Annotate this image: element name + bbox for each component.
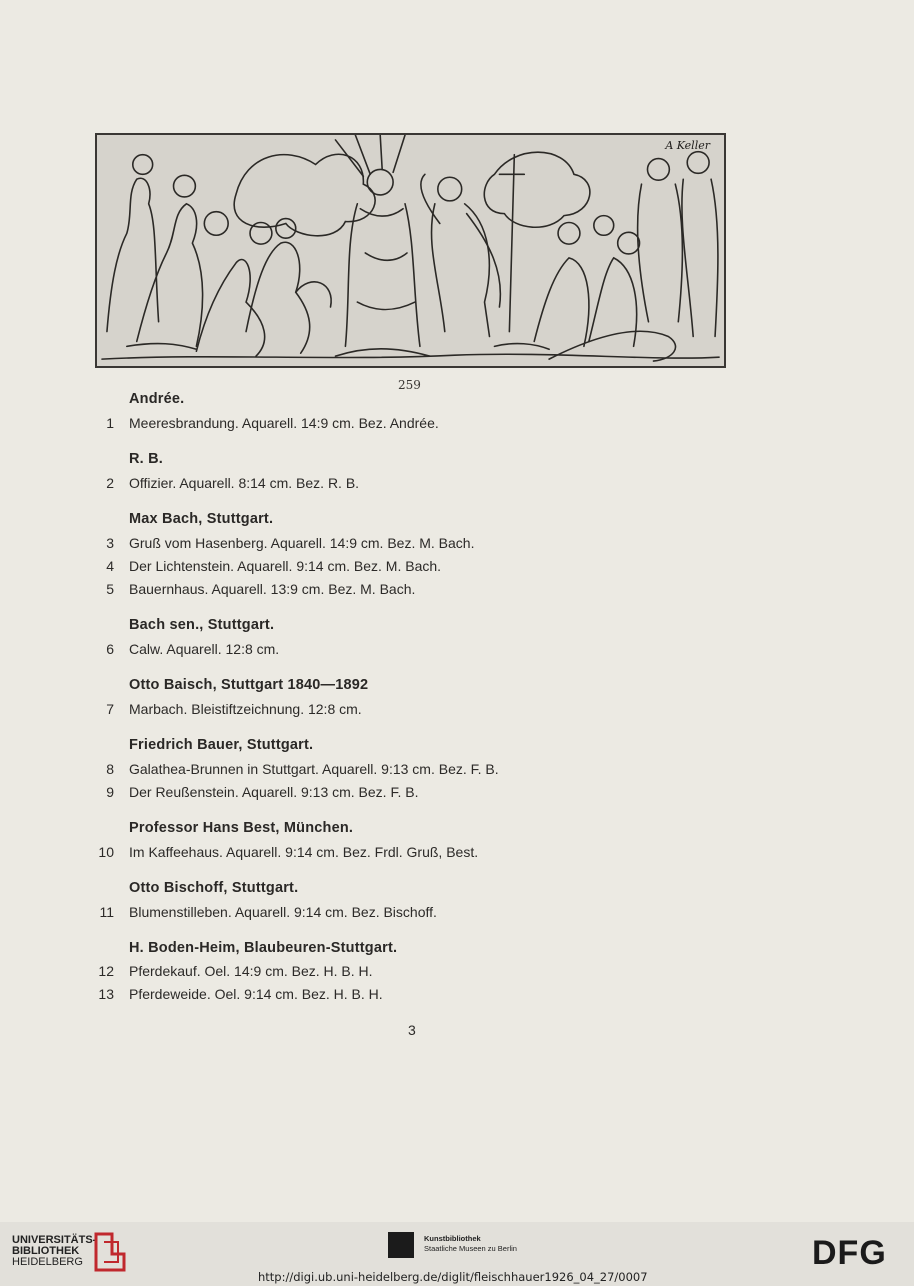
lot-number: 1: [106, 415, 114, 431]
lot-number: 10: [98, 844, 114, 860]
catalog-row: [0, 535, 914, 555]
lot-description: Pferdeweide. Oel. 9:14 cm. Bez. H. B. H.: [129, 986, 383, 1002]
kb-title: Kunstbibliothek: [424, 1234, 481, 1243]
artist-heading: Bach sen., Stuttgart.: [129, 617, 275, 633]
lot-description: Der Lichtenstein. Aquarell. 9:14 cm. Bez. M. Bach.: [129, 558, 442, 574]
ub-logo-line: UNIVERSITÄTS-: [12, 1234, 97, 1246]
page-number: 3: [408, 1022, 416, 1038]
lot-description: Offizier. Aquarell. 8:14 cm. Bez. R. B.: [129, 475, 360, 491]
catalog-row: [0, 701, 914, 721]
catalog-row: [0, 558, 914, 578]
lot-number: 6: [106, 641, 114, 657]
artist-heading: Professor Hans Best, München.: [129, 820, 354, 836]
lot-description: Im Kaffeehaus. Aquarell. 9:14 cm. Bez. Frdl. Gruß, Best.: [129, 844, 479, 860]
lot-number: 2: [106, 475, 114, 491]
artist-heading: R. B.: [129, 451, 164, 467]
dfg-logo[interactable]: DFG: [812, 1234, 887, 1272]
lot-description: Bauernhaus. Aquarell. 13:9 cm. Bez. M. Bach.: [129, 581, 416, 597]
lot-number: 7: [106, 701, 114, 717]
lot-description: Pferdekauf. Oel. 14:9 cm. Bez. H. B. H.: [129, 963, 373, 979]
footer-bar: [0, 1222, 914, 1286]
catalog-row: [0, 963, 914, 983]
lot-description: Calw. Aquarell. 12:8 cm.: [129, 641, 280, 657]
catalog-row: [0, 986, 914, 1006]
lot-description: Gruß vom Hasenberg. Aquarell. 14:9 cm. Bez. M. Bach.: [129, 535, 475, 551]
artist-heading: Otto Baisch, Stuttgart 1840—1892: [129, 677, 369, 693]
artist-heading: Max Bach, Stuttgart.: [129, 511, 274, 527]
artist-heading: Andrée.: [129, 391, 185, 407]
ub-logo-line: BIBLIOTHEK: [12, 1245, 80, 1257]
lot-number: 3: [106, 535, 114, 551]
kb-text: [424, 1234, 517, 1254]
catalog-row: [0, 415, 914, 435]
plate-number: 259: [398, 378, 421, 392]
ub-logo-line: HEIDELBERG: [12, 1256, 83, 1268]
lot-number: 8: [106, 761, 114, 777]
catalog-row: [0, 641, 914, 661]
catalog-row: [0, 761, 914, 781]
lot-description: Meeresbrandung. Aquarell. 14:9 cm. Bez. Andrée.: [129, 415, 439, 431]
lot-number: 9: [106, 784, 114, 800]
artist-heading: Otto Bischoff, Stuttgart.: [129, 880, 299, 896]
lot-description: Blumenstilleben. Aquarell. 9:14 cm. Bez. Bischoff.: [129, 904, 437, 920]
ub-heidelberg-logo[interactable]: [12, 1235, 96, 1268]
ub-emblem-icon: [90, 1228, 128, 1276]
lot-number: 12: [98, 963, 114, 979]
kb-subtitle: Staatliche Museen zu Berlin: [424, 1244, 517, 1253]
kunstbibliothek-logo[interactable]: [388, 1232, 568, 1266]
artist-heading: Friedrich Bauer, Stuttgart.: [129, 737, 314, 753]
lot-number: 11: [99, 904, 114, 920]
catalog-row: [0, 904, 914, 924]
artist-heading: H. Boden-Heim, Blaubeuren-Stuttgart.: [129, 940, 398, 956]
lot-number: 5: [106, 581, 114, 597]
catalog-row: [0, 581, 914, 601]
artist-signature: A Keller: [665, 139, 710, 152]
lot-description: Galathea-Brunnen in Stuttgart. Aquarell. 9:13 cm. Bez. F. B.: [129, 761, 499, 777]
lot-number: 4: [106, 558, 114, 574]
catalog-row: [0, 475, 914, 495]
catalog-row: [0, 844, 914, 864]
lot-description: Der Reußenstein. Aquarell. 9:13 cm. Bez. F. B.: [129, 784, 419, 800]
catalog-row: [0, 784, 914, 804]
lot-number: 13: [98, 986, 114, 1002]
permalink-url[interactable]: http://digi.ub.uni-heidelberg.de/diglit/fleischhauer1926_04_27/0007: [258, 1270, 648, 1284]
lot-description: Marbach. Bleistiftzeichnung. 12:8 cm.: [129, 701, 362, 717]
kb-square-icon: [388, 1232, 414, 1258]
